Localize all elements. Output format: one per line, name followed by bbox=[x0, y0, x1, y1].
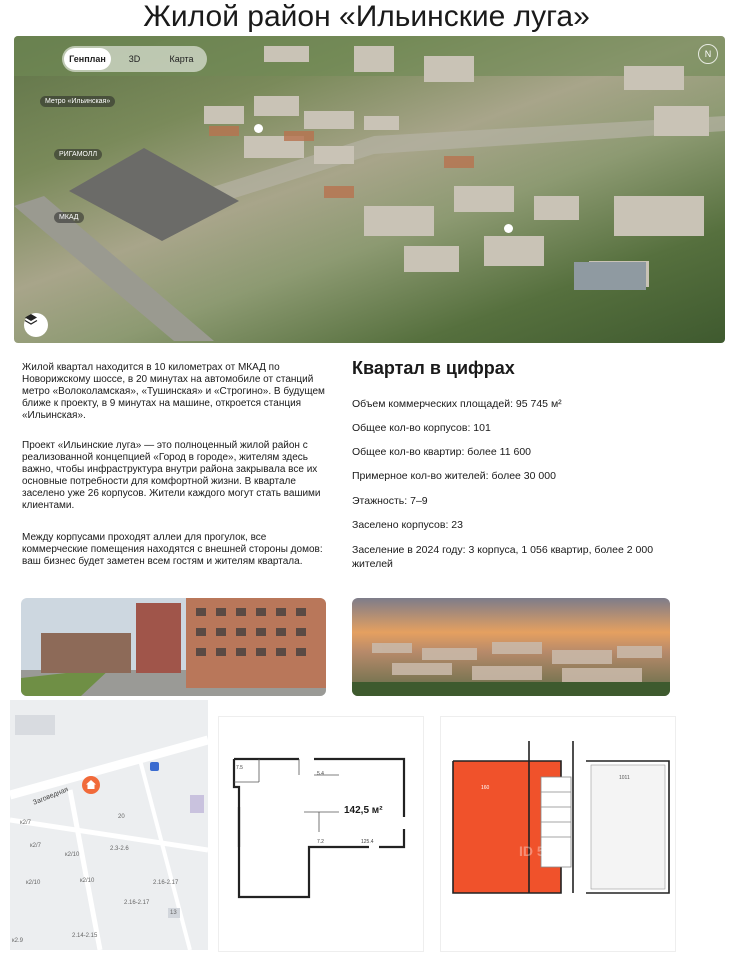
map-marker-dot[interactable] bbox=[504, 224, 513, 233]
map-streets bbox=[10, 700, 208, 950]
layers-button[interactable] bbox=[24, 313, 48, 337]
tab-genplan[interactable]: Генплан bbox=[64, 48, 111, 70]
tab-3d[interactable]: 3D bbox=[128, 54, 141, 64]
building-label: к2.9 bbox=[12, 938, 23, 944]
floor-plan-drawing bbox=[219, 717, 425, 953]
floor-plan-drawing bbox=[441, 717, 677, 953]
building-label: 13 bbox=[170, 910, 177, 916]
building-label: к2/7 bbox=[30, 843, 41, 849]
building-label: к2/7 bbox=[20, 820, 31, 826]
tab-map[interactable]: Карта bbox=[169, 54, 194, 64]
unit-area: 142,5 м² bbox=[344, 805, 383, 816]
stat-item: Общее кол-во корпусов: 101 bbox=[352, 422, 491, 434]
layers-icon bbox=[24, 313, 38, 327]
pin-mkad[interactable]: МКАД bbox=[54, 212, 84, 223]
stat-item: Заселение в 2024 году: 3 корпуса, 1 056 квартир, более 2 000 жителей bbox=[352, 544, 654, 570]
building-label: к2/10 bbox=[80, 878, 95, 884]
floor-plan-unit[interactable] bbox=[218, 716, 424, 952]
watermark: ID 5 bbox=[519, 843, 545, 859]
room-label: 160 bbox=[481, 785, 490, 791]
building-label: 20 bbox=[118, 814, 125, 820]
description-paragraph: Жилой квартал находится в 10 километрах от МКАД по Новорижскому шоссе, в 20 минутах на автомобиле от станций метро «Волоколамская», «Тушинская» и «Строгино». В будущем ближе к проекту, в 9 минутах на машине, откроется станция «Ильинская». bbox=[22, 362, 325, 421]
page-title: Жилой район «Ильинские луга» bbox=[143, 0, 590, 33]
stat-item: Примерное кол-во жителей: более 30 000 bbox=[352, 470, 556, 482]
room-label: 7.2 bbox=[317, 839, 324, 845]
pin-metro-ilinskaya[interactable]: Метро «Ильинская» bbox=[40, 96, 115, 107]
map-marker-dot[interactable] bbox=[254, 124, 263, 133]
location-pin-icon[interactable] bbox=[82, 776, 100, 794]
room-label: 125.4 bbox=[361, 839, 374, 845]
street-label: Заговедная bbox=[32, 786, 70, 807]
floor-plan-building[interactable] bbox=[440, 716, 676, 952]
aerial-masterplan[interactable] bbox=[14, 36, 725, 343]
compass-icon[interactable]: N bbox=[698, 44, 718, 64]
room-label: 7.5 bbox=[236, 765, 243, 771]
building-label: к2/10 bbox=[26, 880, 41, 886]
stat-item: Общее кол-во квартир: более 11 600 bbox=[352, 446, 531, 458]
aerial-illustration bbox=[14, 36, 725, 343]
street-photo bbox=[21, 598, 326, 696]
bus-stop-icon bbox=[150, 762, 159, 771]
sunset-aerial-photo bbox=[352, 598, 670, 696]
stat-item: Этажность: 7–9 bbox=[352, 495, 428, 507]
pin-rigamall[interactable]: РИГАМОЛЛ bbox=[54, 149, 102, 160]
stat-item: Объем коммерческих площадей: 95 745 м² bbox=[352, 398, 562, 410]
description-paragraph: Между корпусами проходят аллеи для прогулок, все коммерческие помещения находятся с внешней стороны домов: ваш бизнес будет заметен всем гостям и жителям квартала. bbox=[22, 532, 323, 567]
stat-item: Заселено корпусов: 23 bbox=[352, 519, 463, 531]
building-label: 2.3-2.6 bbox=[110, 846, 129, 852]
stats-title: Квартал в цифрах bbox=[352, 358, 515, 378]
building-label: 2.14-2.15 bbox=[72, 933, 98, 939]
room-label: 1011 bbox=[619, 775, 630, 781]
building-label: к2/10 bbox=[65, 852, 80, 858]
building-label: 2.16-2.17 bbox=[153, 880, 179, 886]
location-map[interactable] bbox=[10, 700, 208, 950]
building-label: 2.16-2.17 bbox=[124, 900, 150, 906]
view-mode-switch[interactable] bbox=[62, 46, 207, 72]
room-label: 5.4 bbox=[317, 771, 324, 777]
description-paragraph: Проект «Ильинские луга» — это полноценный жилой район с реализованной концепцией «Город в городе», жителям здесь важно, чтобы инфраструктура внутри района закрывала все их основные потребности для комфортной жизни. В квартале заселено уже 26 корпусов. Жители каждого могут стать вашими клиентами. bbox=[22, 440, 321, 511]
